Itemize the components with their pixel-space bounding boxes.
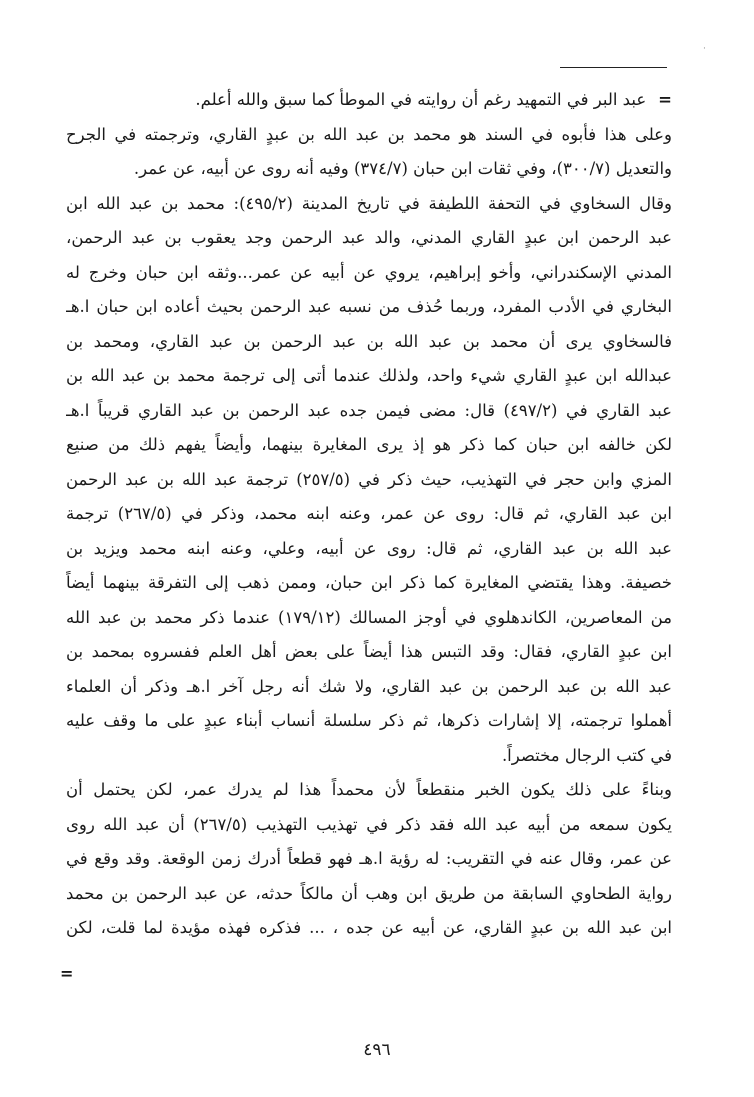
footnote-line: رواية الطحاوي السابقة من طريق ابن وهب أن مالكاً حدثه، عن عبد الرحمن بن محمد — [66, 883, 672, 903]
footnote-line: يكون سمعه من أبيه عبد الله فقد ذكر في تهذيب التهذيب (٢٦٧/٥) أن عبد الله روى — [66, 814, 672, 834]
page-number: ٤٩٦ — [363, 1040, 391, 1060]
footnote-line: عن عمر، وقال عنه في التقريب: له رؤية ا.هـ فهو قطعاً أدرك زمن الوقعة. وقد وقع في — [66, 849, 672, 868]
footnote-line: خصيفة. وهذا يقتضي المغايرة كما ذكر ابن حبان، وممن ذهب إلى التفرقة بينهما أيضاً — [66, 573, 672, 592]
footnote-line: عبد الله بن عبد الرحمن بن عبد القاري، ولا شك أنه رجل آخر ا.هـ وذكر أن العلماء — [66, 676, 672, 696]
footnote-line: عبد القاري في (٤٩٧/٢) قال: مضى فيمن جده عبد الرحمن بن عبد القاري قريباً ا.هـ — [66, 400, 672, 420]
footnote-text-block — [66, 83, 672, 946]
footnote-line: المدني الإسكندراني، وأخو إبراهيم، يروي عن أبيه عن عمر...وثقه ابن حبان وخرج له — [66, 262, 672, 282]
corner-mark: · — [703, 44, 706, 54]
footnote-line: البخاري في الأدب المفرد، وربما حُذف من نسبه عبد الرحمن بحيث أعاده ابن حبان ا.هـ — [66, 297, 672, 316]
footnote-separator-rule — [560, 67, 667, 68]
footnote-line: أهملوا ترجمته، إلا إشارات ذكرها، ثم ذكر سلسلة أنساب أبناء عبدٍ على ما وقف عليه — [66, 711, 672, 730]
footnote-line: ابن عبد القاري، ثم قال: روى عن عمر، وعنه ابنه محمد، وذكر في (٢٦٧/٥) ترجمة — [66, 504, 672, 523]
footnote-line: ابن عبد الله بن عبدٍ القاري، عن أبيه عن جده ، ... فذكره فهذه مؤيدة لما قلت، لكن — [66, 918, 672, 937]
footnote-line: في كتب الرجال مختصراً. — [501, 745, 672, 765]
continuation-mark: = — [658, 90, 672, 109]
footnote-line: والتعديل (٣٠٠/٧)، وفي ثقات ابن حبان (٣٧٤/٧) وفيه أنه روى عن أبيه، عن عمر. — [133, 159, 672, 178]
footnote-line: وبناءً على ذلك يكون الخبر منقطعاً لأن محمداً هذا لم يدرك عمر، لكن يحتمل أن — [66, 780, 672, 799]
footnote-line: ابن عبدٍ القاري، فقال: وقد التبس هذا أيضاً على بعض أهل العلم ففسروه بمحمد بن — [66, 642, 672, 661]
footnote-line: عبدالله ابن عبدٍ القاري شيء واحد، ولذلك عندما أتى إلى ترجمة محمد بن عبد الله بن — [66, 366, 672, 385]
footnote-line: لكن خالفه ابن حبان كما ذكر هو إذ يرى المغايرة بينهما، وأيضاً يفهم ذلك من صنيع — [66, 435, 672, 454]
footnote-line: فالسخاوي يرى أن محمد بن عبد الله بن عبد الرحمن بن عبد القاري، ومحمد بن — [66, 331, 672, 351]
footnote-line: من المعاصرين، الكاندهلوي في أوجز المسالك (١٧٩/١٢) عندما ذكر محمد بن عبد الله — [66, 607, 672, 627]
continuation-end-mark: = — [60, 964, 74, 983]
footnote-line: عبد الرحمن ابن عبدٍ القاري المدني، والد عبد الرحمن وجد يعقوب بن عبد الرحمن، — [66, 228, 672, 247]
footnote-line: عبد الله بن عبد القاري، ثم قال: روى عن أبيه، وعلي، وعنه ابنه محمد ويزيد بن — [66, 538, 672, 558]
footnote-line: وقال السخاوي في التحفة اللطيفة في تاريخ المدينة (٤٩٥/٢): محمد بن عبد الله ابن — [66, 193, 672, 213]
footnote-line: =عبد البر في التمهيد رغم أن روايته في الموطأ كما سبق والله أعلم. — [66, 83, 672, 118]
footnote-line: المزي وابن حجر في التهذيب، حيث ذكر في (٢٥٧/٥) ترجمة عبد الله بن عبد الرحمن — [66, 469, 672, 489]
footnote-line: وعلى هذا فأبوه في السند هو محمد بن عبد الله بن عبدٍ القاري، وترجمته في الجرح — [66, 124, 672, 144]
